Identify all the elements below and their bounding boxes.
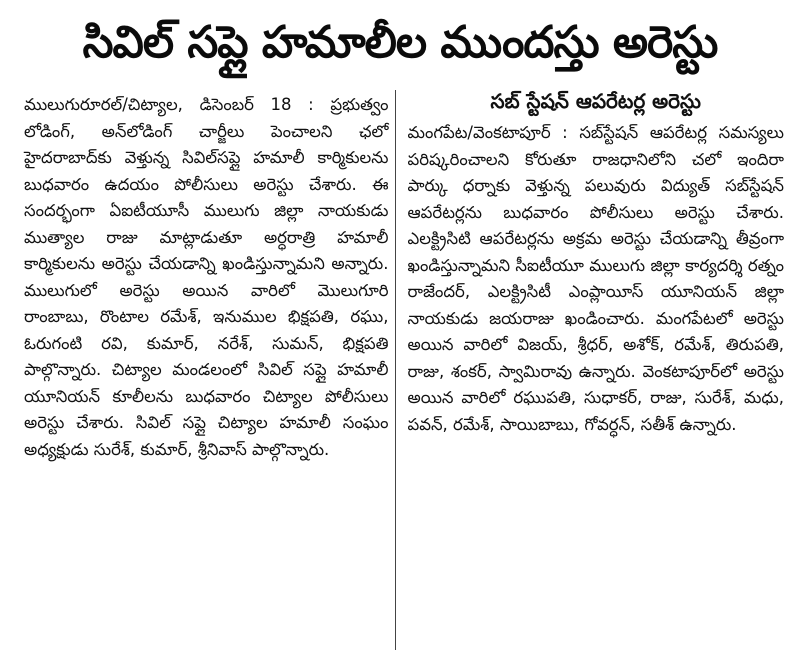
article-columns: [10, 84, 790, 659]
right-body: సబ్‌స్టేషన్ ఆపరేటర్ల సమస్యలు పరిష్కరించాలని కోరుతూ రాజధానిలోని చలో ఇందిరా పార్కు ధర్నాకు వెళ్తున్న పలువురు విద్యుత్ సబ్‌స్టేషన్ ఆపరేటర్లను బుధవారం పోలీసులు అరెస్టు చేశారు. ఎలక్ట్రిసిటి ఆపరేటర్లను అక్రమ అరెస్టు చేయడాన్ని తీవ్రంగా ఖండిస్తున్నామని సీఐటీయూ ములుగు జిల్లా కార్యదర్శి రత్నం రాజేందర్, ఎలక్ట్రిసిటీ ఎంప్లాయీస్ యూనియన్ జిల్లా నాయకుడు జయరాజు ఖండించారు. మంగపేటలో అరెస్టు అయిన వారిలో విజయ్, శ్రీధర్, అశోక్, రమేశ్, తిరుపతి, రాజు, శంకర్, స్వామిరావు ఉన్నారు. వెంకటాపూర్‌లో అరెస్టు అయిన వారిలో రఘుపతి, సుధాకర్, రాజు, సురేశ్, మధు, పవన్, రమేశ్, సాయిబాబు, గోవర్ధన్, సతీశ్ ఉన్నారు.: [407, 123, 785, 434]
left-article-text: [24, 92, 389, 463]
right-dateline: మంగపేట/వెంకటాపూర్ :: [407, 123, 568, 142]
left-dateline: ములుగురూరల్/చిట్యాల, డిసెంబర్ 18 :: [24, 95, 314, 114]
right-article-text: [408, 120, 785, 438]
right-column: [396, 84, 791, 659]
left-column: [10, 84, 395, 659]
headline: సివిల్ సప్లై హమాలీల ముందస్తు అరెస్టు: [82, 17, 718, 68]
left-body: ప్రభుత్వం లోడింగ్, అన్‌లోడింగ్ చార్జీలు పెంచాలని ఛలో హైదరాబాద్‌కు వెళ్తున్న సివిల్‌సప్లై హమాలీ కార్మికులను బుధవారం ఉదయం పోలీసులు అరెస్టు చేశారు. ఈ సందర్భంగా ఏఐటీయూసీ ములుగు జిల్లా నాయకుడు ముత్యాల రాజు మాట్లాడుతూ అర్ధరాత్రి హమాలీ కార్మికులను అరెస్టు చేయడాన్ని ఖండిస్తున్నామని అన్నారు. ములుగులో అరెస్టు అయిన వారిలో మొలుగూరి రాంబాబు, రొంటాల రమేశ్, ఇనుముల భిక్షపతి, రఘు, ఓరుగంటి రవి, కుమార్, నరేశ్, సుమన్, భిక్షపతి పాల్గొన్నారు. చిట్యాల మండలంలో సివిల్ సప్లై హమాలీ యూనియన్ కూలీలను బుధవారం చిట్యాల పోలీసులు అరెస్టు చేశారు. సివిల్ సప్లై చిట్యాల హమాలీ సంఘం అధ్యక్షుడు సురేశ్, కుమార్, శ్రీనివాస్ పాల్గొన్నారు.: [24, 95, 389, 459]
subheadline: సబ్ స్టేషన్ ఆపరేటర్ల అరెస్టు: [490, 89, 701, 113]
